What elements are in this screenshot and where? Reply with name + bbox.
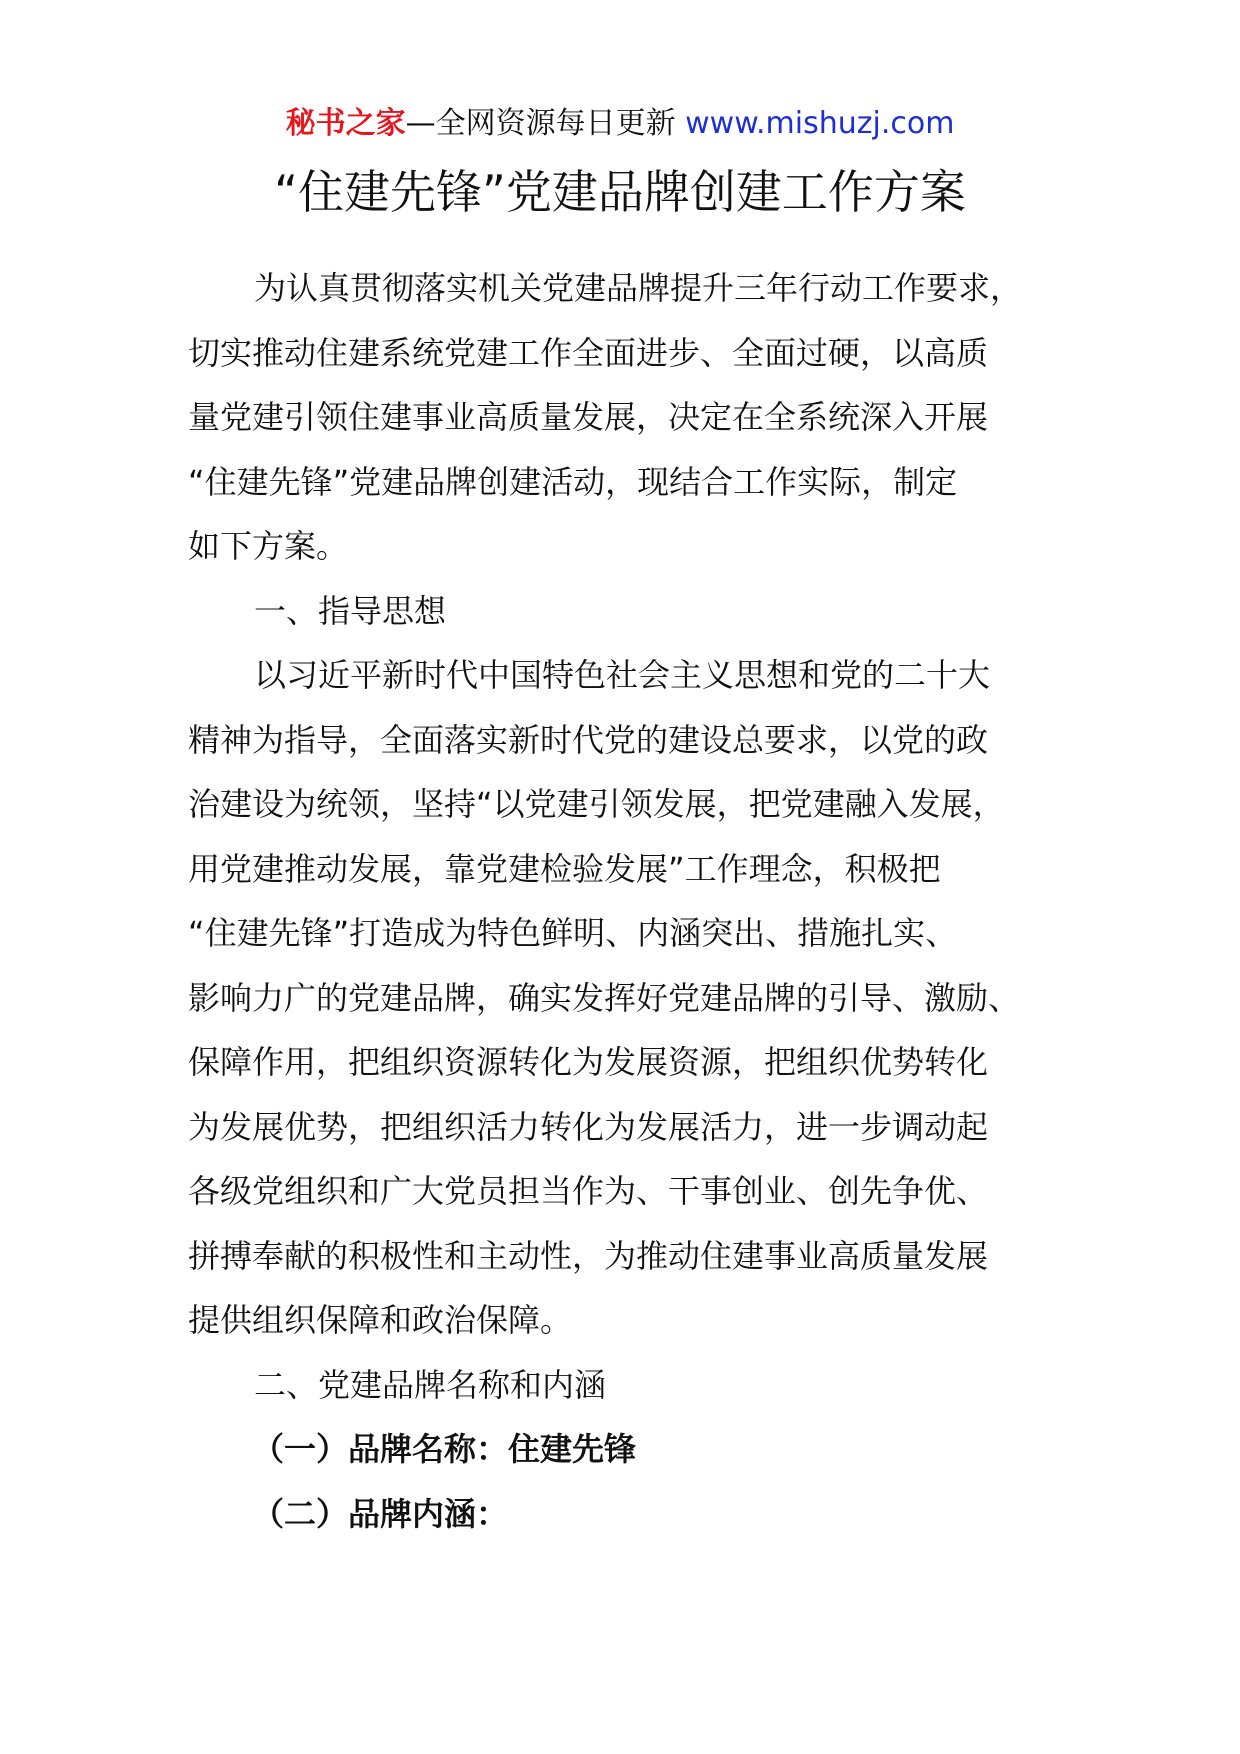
paragraph-line: 各级党组织和广大党员担当作为、干事创业、创先争优、 bbox=[188, 1172, 989, 1210]
paragraph-line: 精神为指导，全面落实新时代党的建设总要求，以党的政 bbox=[188, 720, 989, 759]
paragraph-line: 以习近平新时代中国特色社会主义思想和党的二十大 bbox=[254, 656, 991, 694]
paragraph-line: 如下方案。 bbox=[188, 527, 349, 565]
document-title: “住建先锋”党建品牌创建工作方案 bbox=[274, 165, 966, 219]
brand-name: 秘书之家 bbox=[285, 106, 406, 141]
paragraph-line: 治建设为统领，坚持“以党建引领发展，把党建融入发展， bbox=[188, 785, 1005, 823]
site-url-link[interactable]: www.mishuzj.com bbox=[685, 106, 955, 141]
subsection-heading: （二）品牌内涵： bbox=[252, 1494, 509, 1533]
paragraph-line: “住建先锋”党建品牌创建活动，现结合工作实际，制定 bbox=[188, 462, 958, 501]
paragraph-line: 为认真贯彻落实机关党建品牌提升三年行动工作要求， bbox=[254, 269, 1023, 307]
paragraph-line: “住建先锋”打造成为特色鲜明、内涵突出、措施扎实、 bbox=[188, 914, 958, 952]
site-banner bbox=[0, 102, 1240, 146]
section-heading: 二、党建品牌名称和内涵 bbox=[254, 1365, 607, 1404]
paragraph-line: 切实推动住建系统党建工作全面进步、全面过硬，以高质 bbox=[188, 333, 989, 372]
banner-tagline: —全网资源每日更新 bbox=[405, 106, 686, 141]
paragraph-line: 拼搏奉献的积极性和主动性，为推动住建事业高质量发展 bbox=[188, 1236, 989, 1275]
paragraph-line: 用党建推动发展，靠党建检验发展”工作理念，积极把 bbox=[188, 849, 941, 888]
subsection-heading: （一）品牌名称：住建先锋 bbox=[252, 1430, 637, 1468]
paragraph-line: 提供组织保障和政治保障。 bbox=[188, 1301, 573, 1339]
paragraph-line: 影响力广的党建品牌，确实发挥好党建品牌的引导、激励、 bbox=[188, 978, 1021, 1017]
section-heading: 一、指导思想 bbox=[254, 591, 447, 630]
document-body bbox=[188, 256, 1054, 1546]
paragraph-line: 量党建引领住建事业高质量发展，决定在全系统深入开展 bbox=[188, 398, 989, 436]
paragraph-line: 保障作用，把组织资源转化为发展资源，把组织优势转化 bbox=[188, 1043, 989, 1081]
paragraph-line: 为发展优势，把组织活力转化为发展活力，进一步调动起 bbox=[188, 1107, 989, 1146]
